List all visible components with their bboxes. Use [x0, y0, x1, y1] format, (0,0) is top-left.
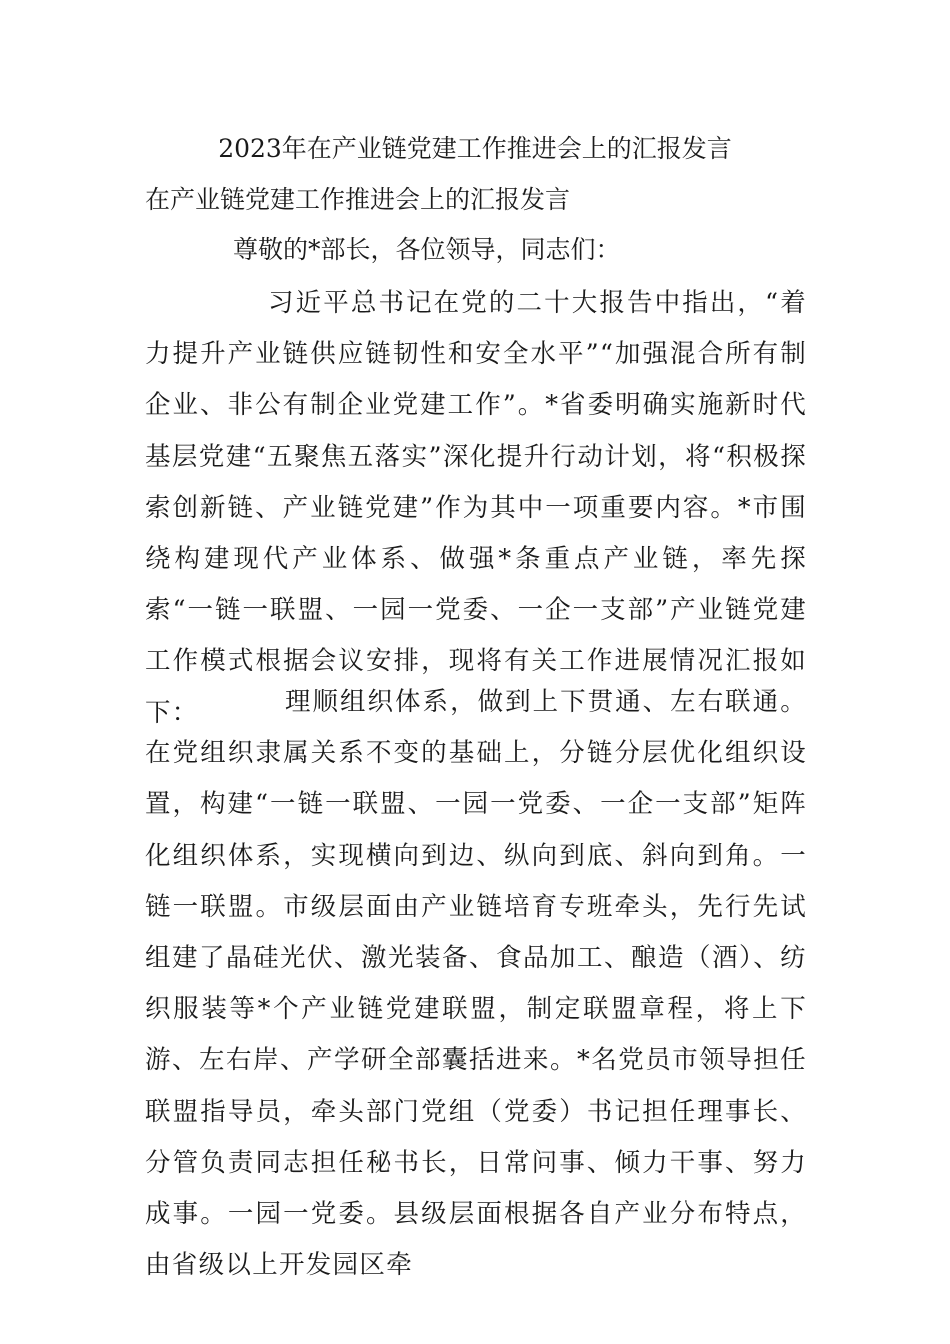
document-title: 2023年在产业链党建工作推进会上的汇报发言 [218, 134, 732, 163]
salutation: 尊敬的*部长，各位领导，同志们： [233, 235, 621, 264]
document-subtitle: 在产业链党建工作推进会上的汇报发言 [145, 185, 571, 214]
body-paragraph: 理顺组织体系，做到上下贯通、左右联通。在党组织隶属关系不变的基础上，分链分层优化组织设置，构建“一链一联盟、一园一党委、一企一支部”矩阵化组织体系，实现横向到边、纵向到底、斜向到角。一链一联盟。市级层面由产业链培育专班牵头，先行先试组建了晶硅光伏、激光装备、食品加工、酿造（酒）、纺织服装等*个产业链党建联盟，制定联盟章程，将上下游、左右岸、产学研全部囊括进来。*名党员市领导担任联盟指导员，牵头部门党组（党委）书记担任理事长、分管负责同志担任秘书长，日常问事、倾力干事、努力成事。一园一党委。县级层面根据各自产业分布特点，由省级以上开发园区牵 [145, 687, 807, 1281]
body-paragraph: 习近平总书记在党的二十大报告中指出，“着力提升产业链供应链韧性和安全水平”“加强混合所有制企业、非公有制企业党建工作”。*省委明确实施新时代基层党建“五聚焦五落实”深化提升行动计划，将“积极探索创新链、产业链党建”作为其中一项重要内容。*市围绕构建现代产业体系、做强*条重点产业链，率先探索“一链一联盟、一园一党委、一企一支部”产业链党建工作模式根据会议安排，现将有关工作进展情况汇报如下： [145, 288, 807, 728]
